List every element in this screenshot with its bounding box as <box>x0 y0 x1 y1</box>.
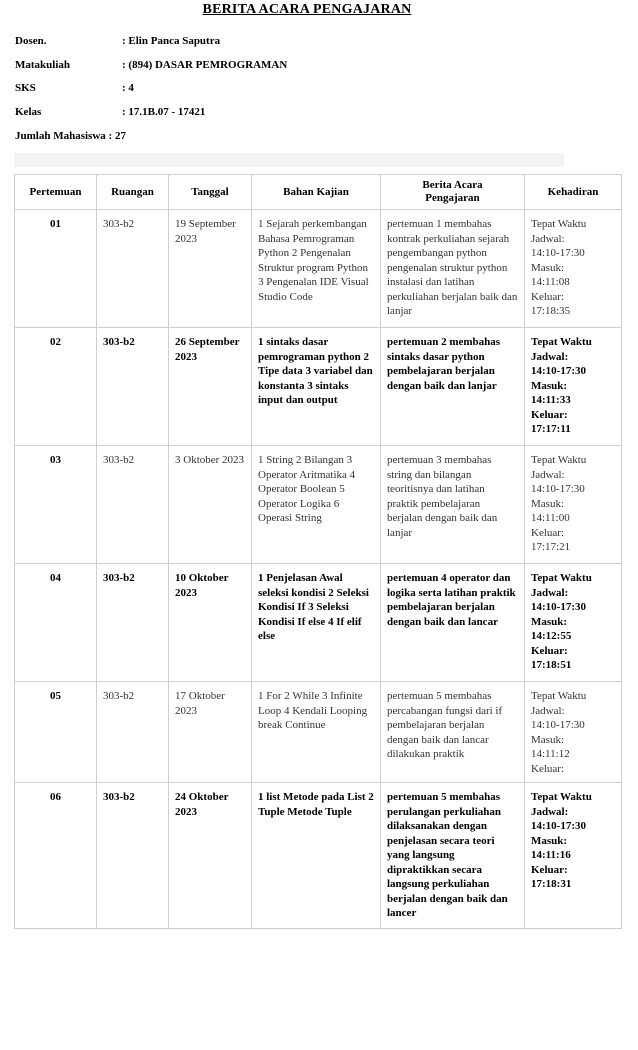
kehadiran-line: Jadwal: <box>531 704 565 717</box>
meta-sks <box>15 82 134 94</box>
cell-ruangan: 303-b2 <box>97 783 169 929</box>
kehadiran-line: Jadwal: <box>531 350 569 363</box>
cell-bahan-kajian: 1 String 2 Bilangan 3 Operator Aritmatika 4 Operator Boolean 5 Operator Logika 6 Operasi String <box>252 446 381 564</box>
column-header-pertemuan: Pertemuan <box>15 175 97 210</box>
document-title: BERITA ACARA PENGAJARAN <box>202 2 412 17</box>
kehadiran-status: Tepat Waktu <box>531 218 587 230</box>
table-row <box>15 564 622 682</box>
cell-kehadiran <box>525 210 622 328</box>
kehadiran-line: Jadwal: <box>531 232 565 245</box>
kehadiran-line: Keluar: <box>531 644 568 657</box>
meta-label: Jumlah Mahasiswa <box>15 130 106 142</box>
kehadiran-line: Jadwal: <box>531 586 569 599</box>
cell-tanggal: 19 September 2023 <box>169 210 252 328</box>
meta-kelas <box>15 106 205 118</box>
meta-label: Matakuliah <box>15 59 71 71</box>
cell-berita-acara: pertemuan 4 operator dan logika serta latihan praktik pembelajaran berjalan dengan baik dan lancar <box>381 564 525 682</box>
kehadiran-status: Tepat Waktu <box>531 572 592 584</box>
cell-tanggal: 24 Oktober 2023 <box>169 783 252 929</box>
kehadiran-line: 14:11:08 <box>531 276 570 288</box>
kehadiran-line: 17:18:51 <box>531 659 572 671</box>
table-row <box>15 210 622 328</box>
table-row <box>15 328 622 446</box>
kehadiran-line: Masuk: <box>531 497 564 510</box>
cell-tanggal: 17 Oktober 2023 <box>169 682 252 783</box>
cell-berita-acara: pertemuan 3 membahas string dan bilangan teoritisnya dan latihan praktik pembelajaran berjalan dengan baik dan lanjar <box>381 446 525 564</box>
kehadiran-line: 17:17:11 <box>531 423 571 435</box>
meta-value: : 17.1B.07 - 17421 <box>122 106 206 118</box>
cell-bahan-kajian: 1 For 2 While 3 Infinite Loop 4 Kendali Looping break Continue <box>252 682 381 783</box>
kehadiran-line: Masuk: <box>531 733 564 746</box>
kehadiran-line: 17:17:21 <box>531 541 571 553</box>
kehadiran-line: 14:10-17:30 <box>531 483 585 495</box>
cell-berita-acara: pertemuan 2 membahas sintaks dasar python pembelajaran berjalan dengan baik dan lanjar <box>381 328 525 446</box>
table-row <box>15 682 622 783</box>
kehadiran-line: 14:10-17:30 <box>531 365 586 377</box>
cell-ruangan: 303-b2 <box>97 682 169 783</box>
cell-bahan-kajian: 1 Sejarah perkembangan Bahasa Pemrograman Python 2 Pengenalan Struktur program Python 3 Pengenalan IDE Visual Studio Code <box>252 210 381 328</box>
meta-value: : 4 <box>122 82 134 94</box>
cell-berita-acara: pertemuan 1 membahas kontrak perkuliahan sejarah pengembangan python pengenalan struktur python instalasi dan latihan perkuliahan berjalan baik dan lanjar <box>381 210 525 328</box>
cell-tanggal: 10 Oktober 2023 <box>169 564 252 682</box>
cell-ruangan: 303-b2 <box>97 210 169 328</box>
meta-label: Kelas <box>15 106 42 118</box>
kehadiran-status: Tepat Waktu <box>531 454 587 466</box>
kehadiran-line: 14:10-17:30 <box>531 247 585 259</box>
table-header-row <box>15 175 622 210</box>
cell-kehadiran <box>525 564 622 682</box>
cell-ruangan: 303-b2 <box>97 328 169 446</box>
column-header-tanggal: Tanggal <box>169 175 252 210</box>
kehadiran-line: 14:11:33 <box>531 394 571 406</box>
cell-tanggal: 26 September 2023 <box>169 328 252 446</box>
kehadiran-line: 14:11:16 <box>531 849 571 861</box>
meta-value: : Elin Panca Saputra <box>122 35 221 47</box>
meta-label: SKS <box>15 82 36 94</box>
kehadiran-line: 17:18:31 <box>531 878 572 890</box>
kehadiran-line: 17:18:35 <box>531 305 571 317</box>
kehadiran-line: 14:12:55 <box>531 630 572 642</box>
cell-berita-acara: pertemuan 5 membahas perulangan perkuliahan dilaksanakan dengan penjelasan secara teori yang langsung dipraktikkan secara langsung perkuliahan berjalan dengan baik dan lancer <box>381 783 525 929</box>
meta-label: Dosen. <box>15 35 47 47</box>
kehadiran-line: Keluar: <box>531 408 568 421</box>
meta-dosen <box>15 35 220 47</box>
cell-pertemuan: 04 <box>15 564 97 682</box>
kehadiran-line: Keluar: <box>531 762 564 775</box>
kehadiran-line: 14:11:00 <box>531 512 570 524</box>
kehadiran-line: 14:10-17:30 <box>531 820 586 832</box>
cell-pertemuan: 05 <box>15 682 97 783</box>
meta-value: : 27 <box>108 130 126 142</box>
cell-bahan-kajian: 1 sintaks dasar pemrograman python 2 Tipe data 3 variabel dan konstanta 3 sintaks input dan output <box>252 328 381 446</box>
kehadiran-status: Tepat Waktu <box>531 791 592 803</box>
kehadiran-line: Jadwal: <box>531 468 565 481</box>
kehadiran-line: Keluar: <box>531 863 568 876</box>
teaching-record-table <box>14 174 622 929</box>
kehadiran-line: 14:10-17:30 <box>531 719 585 731</box>
cell-pertemuan: 06 <box>15 783 97 929</box>
meta-value: : (894) DASAR PEMROGRAMAN <box>122 59 288 71</box>
column-header-berita-acara: Berita Acara Pengajaran <box>381 175 525 210</box>
kehadiran-line: Masuk: <box>531 379 568 392</box>
cell-kehadiran <box>525 783 622 929</box>
cell-bahan-kajian: 1 list Metode pada List 2 Tuple Metode Tuple <box>252 783 381 929</box>
cell-pertemuan: 01 <box>15 210 97 328</box>
kehadiran-line: Keluar: <box>531 526 564 539</box>
kehadiran-line: 14:11:12 <box>531 748 570 760</box>
column-header-bahan-kajian: Bahan Kajian <box>252 175 381 210</box>
column-header-ruangan: Ruangan <box>97 175 169 210</box>
cell-kehadiran <box>525 446 622 564</box>
cell-kehadiran <box>525 682 622 783</box>
table-row <box>15 783 622 929</box>
kehadiran-line: Masuk: <box>531 615 568 628</box>
cell-kehadiran <box>525 328 622 446</box>
kehadiran-status: Tepat Waktu <box>531 690 587 702</box>
meta-jumlah-mahasiswa <box>15 130 126 142</box>
cell-ruangan: 303-b2 <box>97 446 169 564</box>
kehadiran-line: Masuk: <box>531 834 568 847</box>
cell-pertemuan: 03 <box>15 446 97 564</box>
separator-bar <box>14 153 564 167</box>
cell-bahan-kajian: 1 Penjelasan Awal seleksi kondisi 2 Seleksi Kondisi If 3 Seleksi Kondisi If else 4 If elif else <box>252 564 381 682</box>
meta-matakuliah <box>15 59 287 71</box>
cell-tanggal: 3 Oktober 2023 <box>169 446 252 564</box>
kehadiran-line: Keluar: <box>531 290 564 303</box>
kehadiran-line: 14:10-17:30 <box>531 601 586 613</box>
kehadiran-line: Jadwal: <box>531 805 569 818</box>
cell-pertemuan: 02 <box>15 328 97 446</box>
table-row <box>15 446 622 564</box>
column-header-kehadiran: Kehadiran <box>525 175 622 210</box>
kehadiran-status: Tepat Waktu <box>531 336 592 348</box>
cell-berita-acara: pertemuan 5 membahas percabangan fungsi dari if pembelajaran berjalan dengan baik dan lancar dilakukan praktik <box>381 682 525 783</box>
kehadiran-line: Masuk: <box>531 261 564 274</box>
cell-ruangan: 303-b2 <box>97 564 169 682</box>
